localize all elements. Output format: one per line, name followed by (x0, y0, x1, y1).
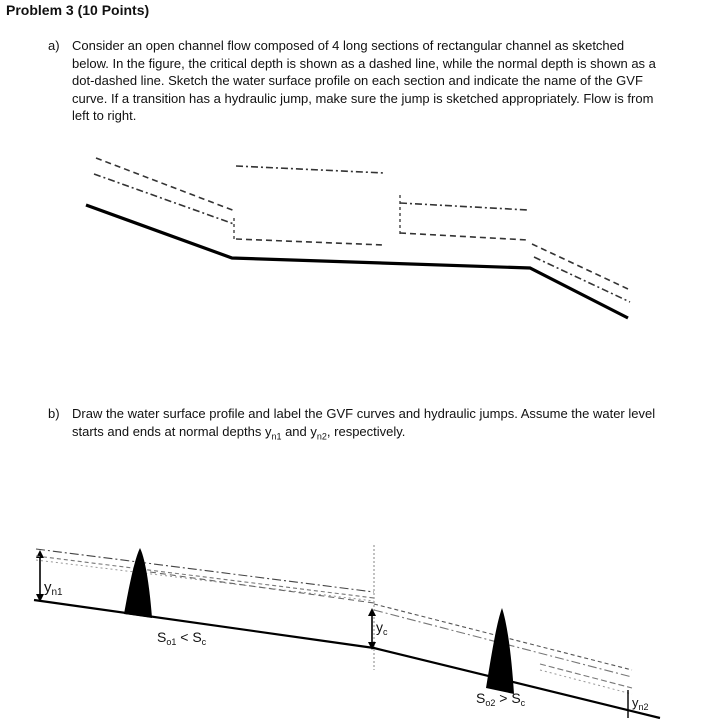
yn1-symbol: y (264, 423, 272, 439)
yn2-label: $y_{n2}$ (632, 695, 649, 712)
problem-title: Problem 3 (10 Points) (6, 2, 150, 18)
water-surface-line-1b (36, 556, 374, 598)
hydraulic-jump-2 (486, 608, 514, 694)
so2-slope-label: $S_{o2} > S_c$ (476, 690, 526, 708)
yn1-label: $y_{n1}$ (44, 579, 63, 598)
part-b-text-before: Draw the water surface profile and label the GVF curves and hydraulic jumps. Assume the water level starts and ends at normal depths (72, 406, 656, 439)
yc-label: $y_c$ (376, 619, 388, 637)
water-surface-line-1c (36, 560, 374, 601)
yn1-arrow-head-top (36, 550, 44, 558)
yc-arrow-head-top (368, 608, 376, 616)
part-a-text: Consider an open channel flow composed of 4 long sections of rectangular channel as sketched below. In the figure, the critical depth is shown as a dashed line, while the normal depth is shown as a dot-dashed line. Sketch the water surface profile on each section and indicate the name of the GVF curve. If a transition has a hydraulic jump, make sure the jump is sketched appropriately. Flow is from left to right. (72, 38, 656, 123)
part-b-text-after: , respectively. (326, 423, 406, 439)
yn2-subscript: n2 (316, 431, 327, 442)
so1-slope-label: $S_{o1} < S_c$ (157, 629, 207, 647)
water-surface-line-2d (540, 670, 632, 694)
hydraulic-jump-1 (124, 548, 152, 618)
water-surface-line-1a (36, 549, 374, 592)
part-b-text-and: and (281, 423, 311, 439)
yn2-symbol: y (310, 423, 317, 439)
water-surface-line-2c (540, 664, 632, 688)
yn1-subscript: n1 (271, 431, 282, 442)
channel-bed-b (34, 600, 660, 718)
part-a-label: a) (48, 38, 60, 53)
part-b-label: b) (48, 406, 60, 421)
